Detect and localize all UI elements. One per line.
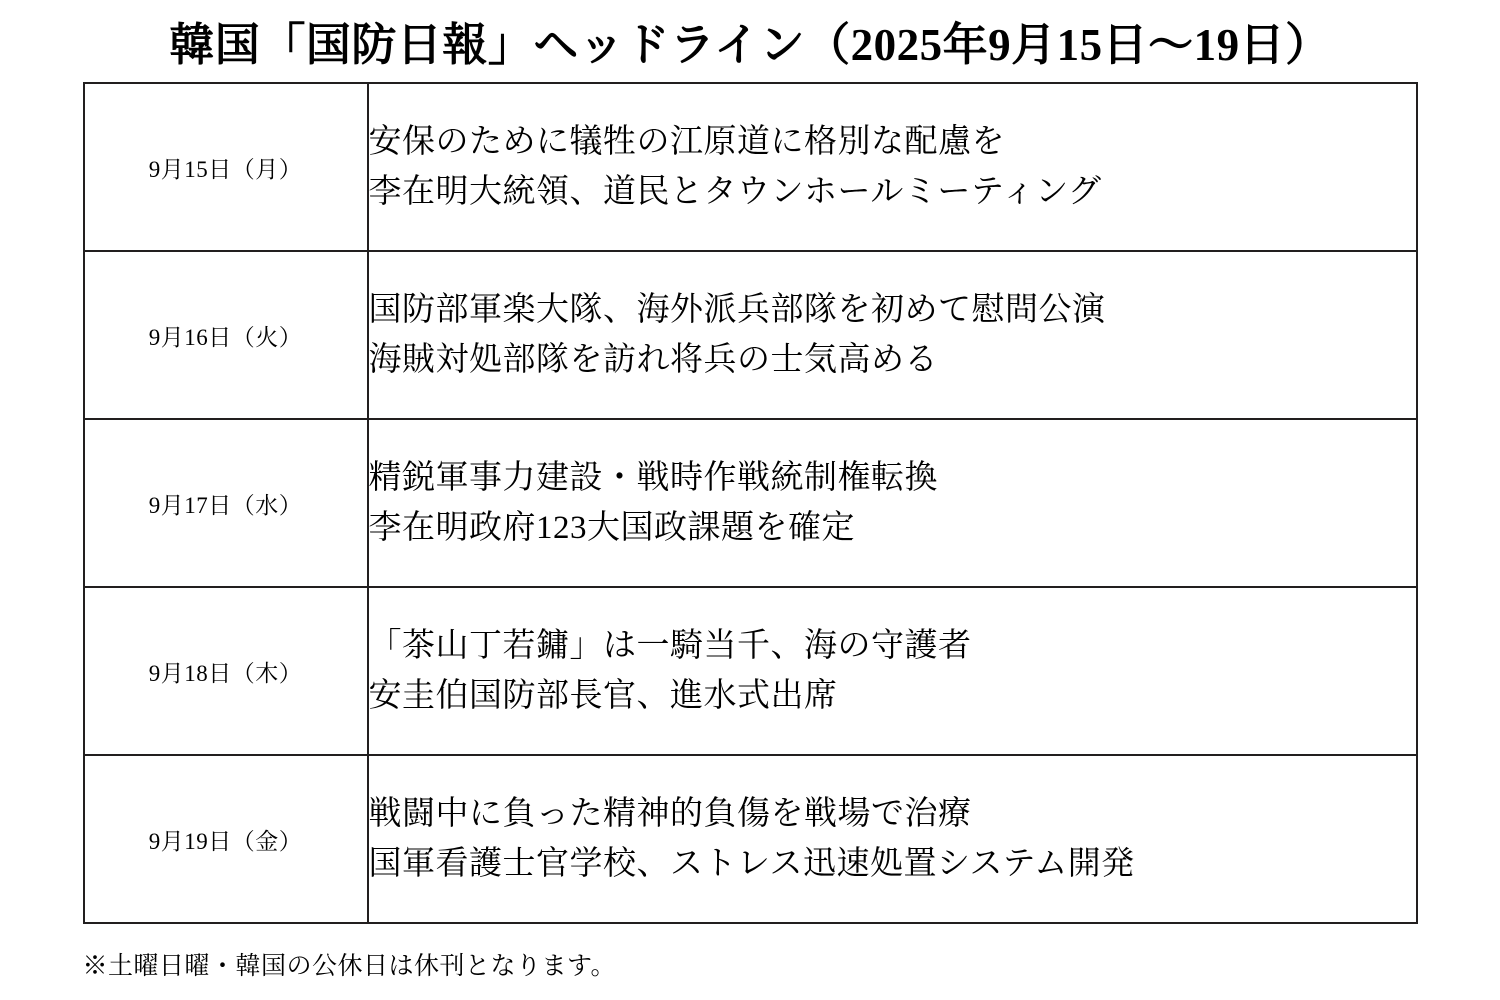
table-row — [84, 83, 1417, 251]
headline-line-2: 安圭伯国防部長官、進水式出席 — [368, 678, 838, 714]
table-row — [84, 587, 1417, 755]
headline-line-1: 「茶山丁若鏞」は一騎当千、海の守護者 — [368, 627, 972, 664]
headline-line-1: 国防部軍楽大隊、海外派兵部隊を初めて慰問公演 — [368, 291, 1106, 328]
headline-cell — [368, 251, 1417, 419]
headline-cell — [368, 587, 1417, 755]
headline-line-2: 海賊対処部隊を訪れ将兵の士気高める — [368, 342, 938, 378]
date-cell: 9月19日（金） — [84, 755, 368, 923]
headline-cell — [368, 83, 1417, 251]
headline-cell — [368, 755, 1417, 923]
date-cell: 9月16日（火） — [84, 251, 368, 419]
headlines-table-wrapper — [83, 82, 1418, 924]
headline-line-2: 国軍看護士官学校、ストレス迅速処置システム開発 — [368, 846, 1135, 882]
table-row — [84, 755, 1417, 923]
headline-line-1: 精鋭軍事力建設・戦時作戦統制権転換 — [368, 459, 938, 496]
headline-line-2: 李在明大統領、道民とタウンホールミーティング — [368, 174, 1102, 210]
headline-line-1: 安保のために犠牲の江原道に格別な配慮を — [368, 123, 1005, 160]
footnote: ※土曜日曜・韓国の公休日は休刊となります。 — [82, 953, 617, 980]
table-row — [84, 251, 1417, 419]
table-row — [84, 419, 1417, 587]
date-cell: 9月17日（水） — [84, 419, 368, 587]
headline-cell — [368, 419, 1417, 587]
headline-line-2: 李在明政府123大国政課題を確定 — [368, 510, 855, 546]
headline-line-1: 戦闘中に負った精神的負傷を戦場で治療 — [368, 795, 972, 832]
page-title: 韓国「国防日報」ヘッドライン（2025年9月15日〜19日） — [169, 20, 1331, 70]
date-cell: 9月15日（月） — [84, 83, 368, 251]
headlines-table — [83, 82, 1418, 924]
date-cell: 9月18日（木） — [84, 587, 368, 755]
